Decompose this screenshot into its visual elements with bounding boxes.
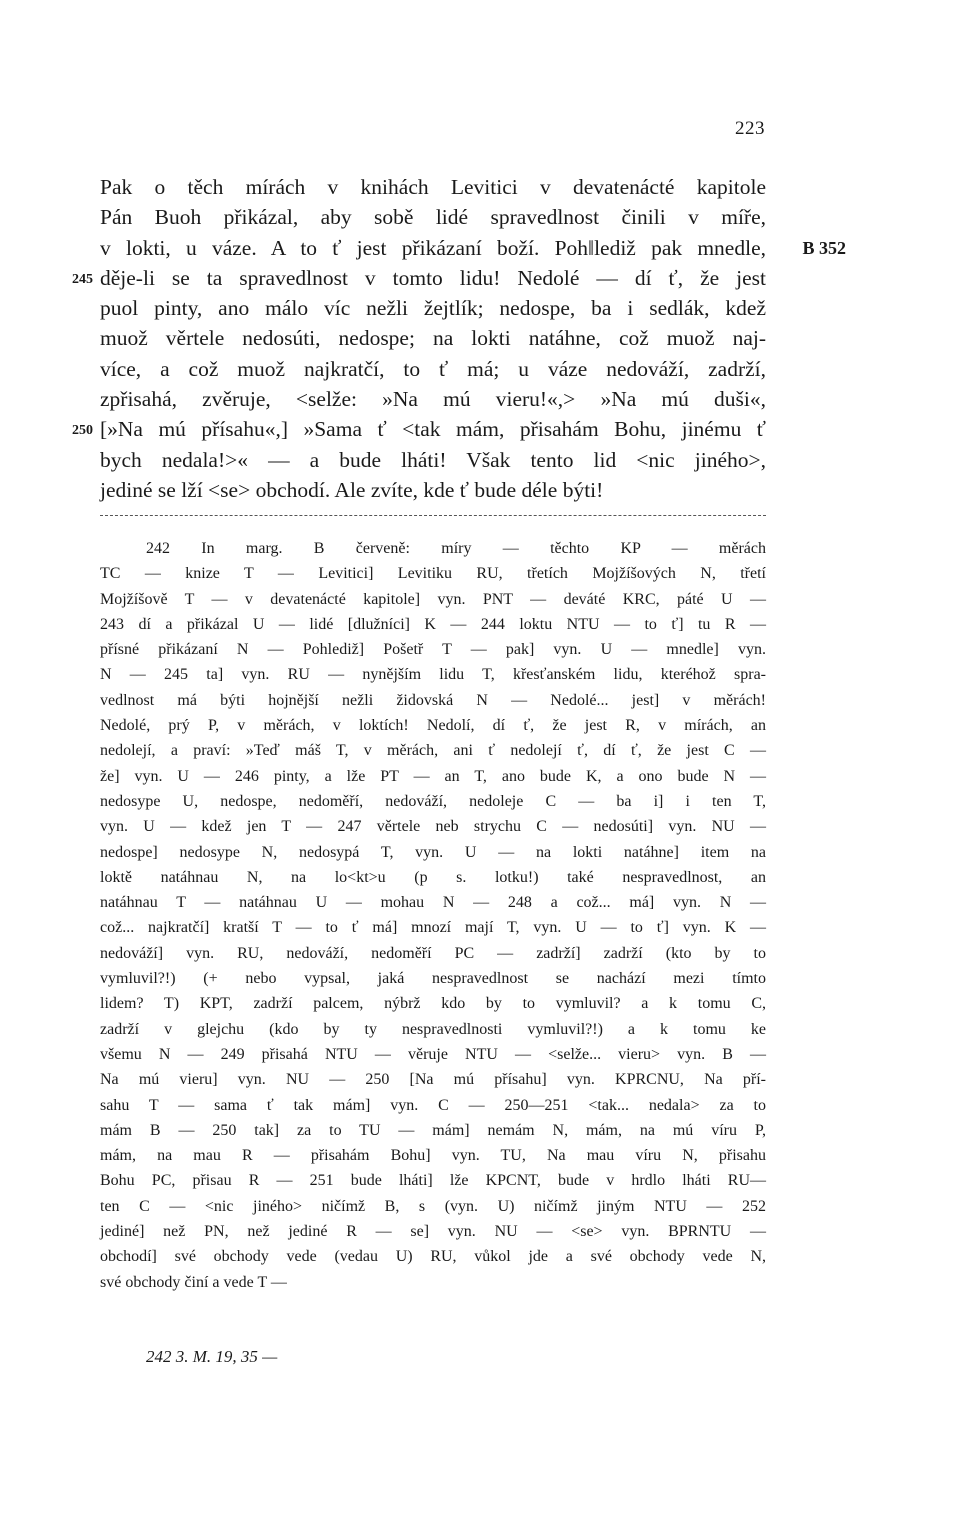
- text-line: jediné se lží <se> obchodí. Ale zvíte, kde ť bude déle býti!: [100, 477, 604, 502]
- text-line: více, a což muož najkratčí, to ť má; u váze nedováží, zadrží,: [100, 356, 766, 381]
- apparatus-line: 243 dí a přikázal U — lidé [dlužníci] K — 244 loktu NTU — to ť] tu R —: [100, 615, 766, 633]
- apparatus-line: Bohu PC, přisau R — 251 bude lháti] lže KPCNT, bude v hrdlo lháti RU—: [100, 1172, 766, 1190]
- apparatus-line: TC — knize T — Levitici] Levitiku RU, třetích Mojžíšových N, třetí: [100, 565, 766, 583]
- page-number: 223: [735, 118, 765, 139]
- apparatus-line: nedováží] vyn. RU, nedováží, nedoměří PC — zadrží] zadrží (kto by to: [100, 944, 766, 962]
- apparatus-line: obchodí] své obchody vede (vedau U) RU, vůkol jde a své obchody vede N,: [100, 1248, 766, 1266]
- apparatus-line: zadrží v glejchu (kdo by ty nespravedlnosti vymluvil?!) a k tomu ke: [100, 1020, 766, 1038]
- text-line: puol pinty, ano málo víc nežli žejtlík; nedospe, ba i sedlák, kdež: [100, 296, 766, 321]
- apparatus-line: Na mú vieru] vyn. NU — 250 [Na mú přísahu] vyn. KPRCNU, Na pří-: [100, 1071, 766, 1089]
- apparatus-line: loktě natáhnau N, na lo<kt>u (p s. lotku!) také nespravedlnost, an: [100, 868, 766, 886]
- line-number: 250: [72, 423, 93, 439]
- text-line: muož věrtele nedosúti, nedospe; na lokti natáhne, což muož naj-: [100, 326, 766, 351]
- apparatus-line: jediné] než PN, než jediné R — se] vyn. NU — <se> vyn. BPRNTU —: [100, 1223, 766, 1241]
- main-text: [72, 172, 846, 505]
- text-line: 245 děje-li se ta spravedlnost v tomto lidu! Nedolé — dí ť, že jest: [100, 263, 766, 293]
- apparatus-line: vymluvil?!) (+ nebo vypsal, jaká nespravedlnost se nachází mezi tímto: [100, 970, 766, 988]
- text-line: v lokti, u váze. A to ť jest přikázaní boží. Poh‖lediž pak mnedle, B 352: [100, 233, 766, 263]
- apparatus-line: N — 245 ta] vyn. RU — nynějším lidu T, křesťanském lidu, kteréhož spra-: [100, 666, 766, 684]
- margin-reference: B 352: [802, 237, 846, 258]
- apparatus-line: nedolejí, a praví: »Teď máš T, v měrách, ani ť nedolejí ť, dí ť, že jest C —: [100, 742, 766, 760]
- apparatus-line: Nedolé, prý P, v měrách, v loktích! Nedolí, dí ť, že jest R, v mírách, an: [100, 717, 766, 735]
- apparatus-line: nedosype U, nedospe, nedoměří, nedováží, nedoleje C — ba i] i ten T,: [100, 792, 766, 810]
- text-line: 250 [»Na mú přísahu«,] »Sama ť <tak mám, přisahám Bohu, jinému ť: [100, 414, 766, 444]
- text-line: Pán Buoh přikázal, aby sobě lidé spravedlnost činili v míře,: [100, 205, 766, 230]
- apparatus-line: natáhnau T — natáhnau U — mohau N — 248 a což... má] vyn. N —: [100, 894, 766, 912]
- line-number: 245: [72, 271, 93, 287]
- apparatus-line: Mojžíšově T — v devatenácté kapitole] vyn. PNT — deváté KRC, páté U —: [100, 590, 766, 608]
- critical-apparatus: [100, 536, 766, 1295]
- apparatus-line: přísné přikázaní N — Pohlediž] Pošetř T — pak] vyn. U — mnedle] vyn.: [100, 641, 766, 659]
- apparatus-line: lidem? T) KPT, zadrží palcem, nýbrž kdo by to vymluvil? a k tomu C,: [100, 995, 766, 1013]
- apparatus-line: nedospe] nedosype N, nedosypá T, vyn. U — na lokti natáhne] item na: [100, 843, 766, 861]
- apparatus-line: že] vyn. U — 246 pinty, a lže PT — an T, ano bude K, a ono bude N —: [100, 767, 766, 785]
- apparatus-line: mám B — 250 tak] za to TU — mám] nemám N, mám, na mú víru P,: [100, 1121, 766, 1139]
- apparatus-line: sahu T — sama ť tak mám] vyn. C — 250—251 <tak... nedala> za to: [100, 1096, 766, 1114]
- apparatus-line: 242 In marg. B červeně: míry — těchto KP — měrách: [146, 540, 766, 557]
- apparatus-line: všemu N — 249 přisahá NTU — věruje NTU — <selže... vieru> vyn. B —: [100, 1045, 766, 1063]
- apparatus-line: ten C — <nic jiného> ničímž B, s (vyn. U) ničímž jiným NTU — 252: [100, 1197, 766, 1215]
- apparatus-line: své obchody činí a vede T —: [100, 1273, 287, 1291]
- text-line: Pak o těch mírách v knihách Levitici v devatenácté kapitole: [100, 175, 766, 199]
- apparatus-line: vedlnost má býti hojnější nežli židovská N — Nedolé... jest] v měrách!: [100, 691, 766, 709]
- text-line: bych nedala!>« — a bude lháti! Však tento lid <nic jiného>,: [100, 447, 766, 472]
- text-line: zpřisahá, zvěruje, <selže: »Na mú vieru!«,> »Na mú duši«,: [100, 387, 766, 412]
- apparatus-line: což... najkratčí] kratší T — to ť má] mnozí mají T, vyn. U — to ť] vyn. K —: [100, 919, 766, 937]
- apparatus-line: vyn. U — kdež jen T — 247 věrtele neb strychu C — nedosúti] vyn. NU —: [100, 818, 766, 836]
- section-divider: [100, 515, 766, 516]
- footnote: 242 3. M. 19, 35 —: [146, 1347, 278, 1366]
- apparatus-line: mám, na mau R — přisahám Bohu] vyn. TU, Na mau víru N, přisahu: [100, 1147, 766, 1165]
